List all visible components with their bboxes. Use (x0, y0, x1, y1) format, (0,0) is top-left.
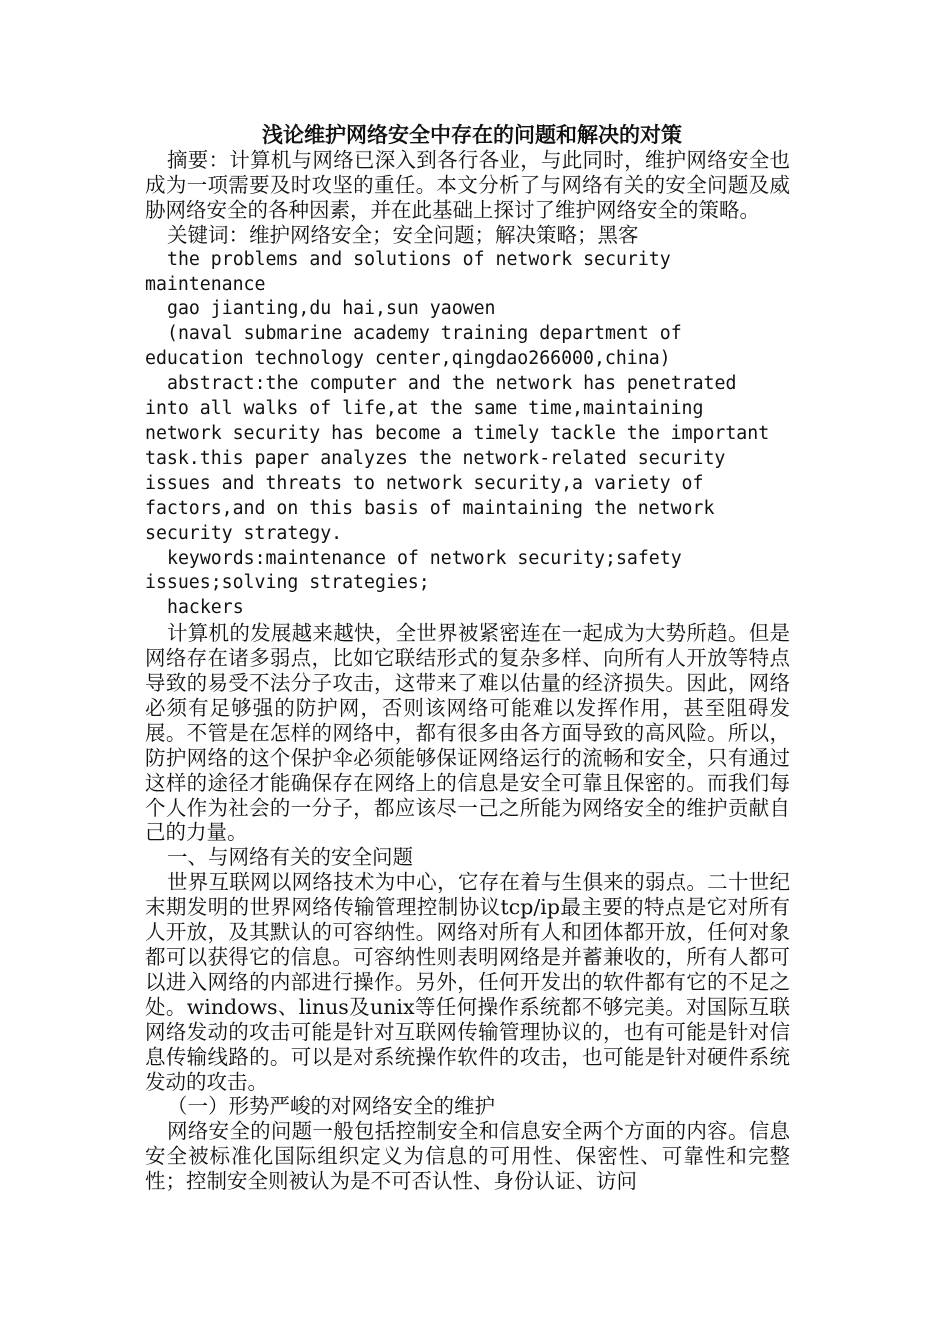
authors-en: gao jianting,du hai,sun yaowen (167, 298, 496, 320)
section-heading: 一、与网络有关的安全问题 (167, 845, 413, 870)
keywords-en-continued: hackers (167, 597, 244, 619)
keywords-cn: 关键词：维护网络安全；安全问题；解决策略；黑客 (167, 222, 639, 247)
abstract-en: abstract:the computer and the network has penetrated into all walks of life,at the same time,maintaining network security has become a timely tackle the important task.this paper analyzes the network-related security issues and threats to network security,a variety of factors,and on this basis of maintaining the network security strategy. (145, 373, 770, 544)
subsection-heading: （一）形势严峻的对网络安全的维护 (167, 1094, 495, 1119)
subsection-paragraph: 网络安全的问题一般包括控制安全和信息安全两个方面的内容。信息安全被标准化国际组织定义为信息的可用性、保密性、可靠性和完整性；控制安全则被认为是不可否认性、身份认证、访问 (145, 1119, 790, 1194)
document-title: 浅论维护网络安全中存在的问题和解决的对策 (262, 122, 682, 147)
intro-paragraph: 计算机的发展越来越快，全世界被紧密连在一起成为大势所趋。但是网络存在诸多弱点，比如它联结形式的复杂多样、向所有人开放等特点导致的易受不法分子攻击，这带来了难以估量的经济损失。因此，网络必须有足够强的防护网，否则该网络可能难以发挥作用，甚至阻碍发展。不管是在怎样的网络中，都有很多由各方面导致的高风险。所以，防护网络的这个保护伞必须能够保证网络运行的流畅和安全，只有通过这样的途径才能确保存在网络上的信息是安全可靠且保密的。而我们每个人作为社会的一分子，都应该尽一己之所能为网络安全的维护贡献自己的力量。 (145, 621, 790, 845)
affiliation-en: (naval submarine academy training department of education technology center,qingdao266000,china) (145, 323, 682, 370)
document-body (145, 122, 790, 1194)
abstract-cn: 摘要：计算机与网络已深入到各行各业，与此同时，维护网络安全也成为一项需要及时攻坚的重任。本文分析了与网络有关的安全问题及威胁网络安全的各种因素，并在此基础上探讨了维护网络安全的策略。 (145, 148, 790, 222)
title-en: the problems and solutions of network security maintenance (145, 248, 671, 295)
keywords-en: keywords:maintenance of network security;safety issues;solving strategies; (145, 547, 682, 594)
section-paragraph: 世界互联网以网络技术为中心，它存在着与生俱来的弱点。二十世纪末期发明的世界网络传输管理控制协议tcp/ip最主要的特点是它对所有人开放，及其默认的可容纳性。网络对所有人和团体都开放，任何对象都可以获得它的信息。可容纳性则表明网络是并蓄兼收的，所有人都可以进入网络的内部进行操作。另外，任何开发出的软件都有它的不足之处。windows、linus及unix等任何操作系统都不够完美。对国际互联网络发动的攻击可能是针对互联网传输管理协议的，也有可能是针对信息传输线路的。可以是对系统操作软件的攻击，也可能是针对硬件系统发动的攻击。 (145, 870, 790, 1094)
